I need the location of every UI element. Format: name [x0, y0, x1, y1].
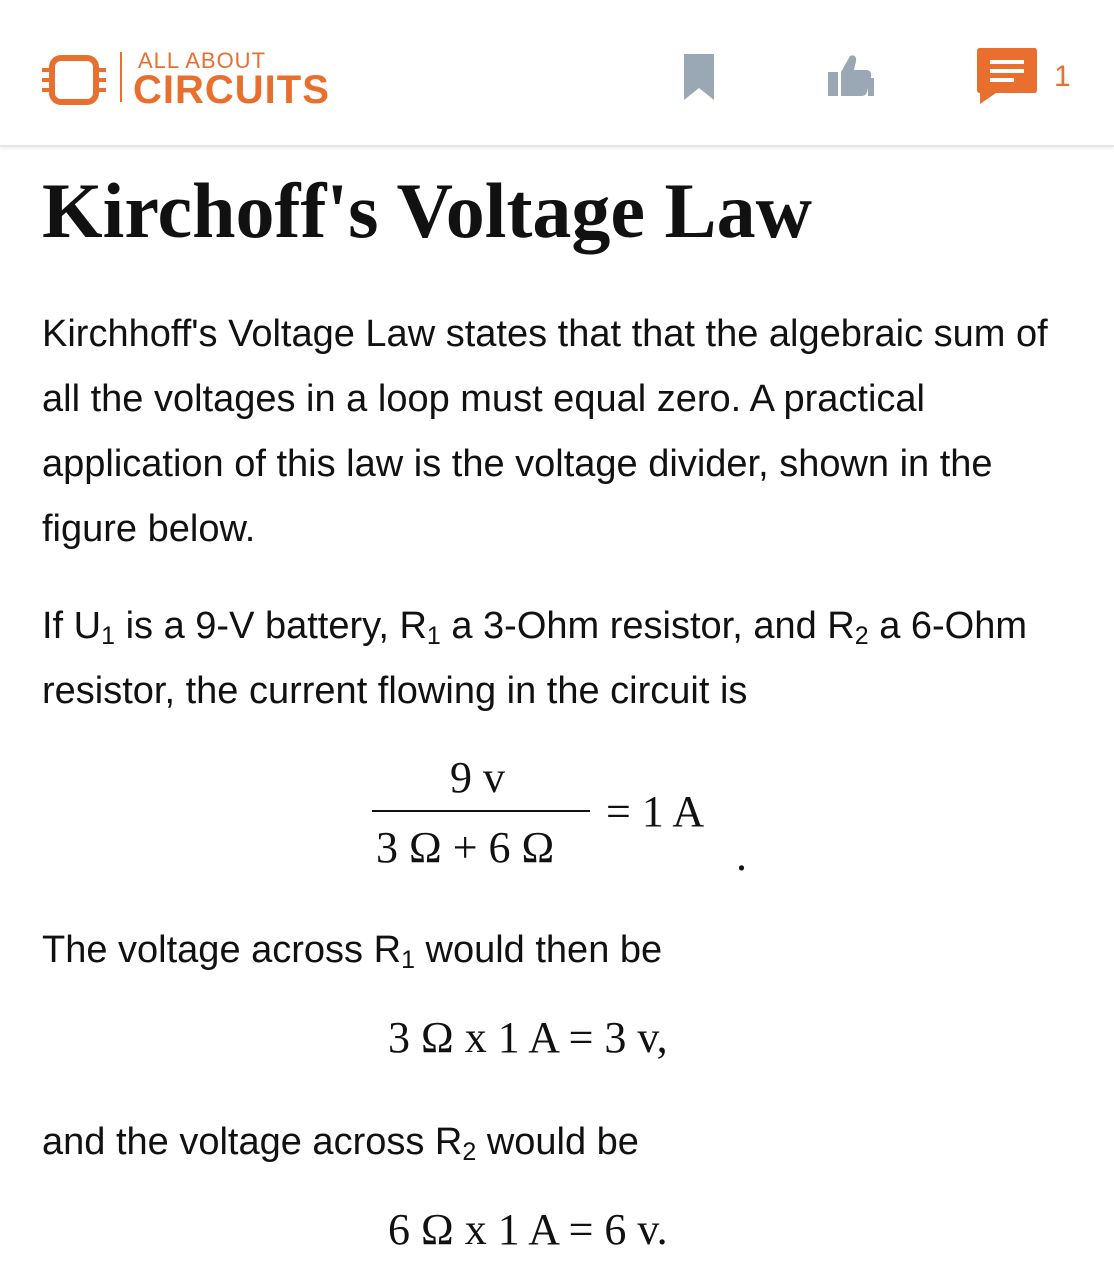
p2-text-d: a 6-Ohm resistor, the current flowing in the circuit is: [42, 605, 1028, 712]
r2-paragraph: [42, 1110, 1072, 1175]
comment-icon[interactable]: [976, 46, 1038, 106]
p3-text-b: would then be: [414, 929, 663, 971]
subscript: 2: [462, 1138, 477, 1166]
formula-trailing-comma: ,: [656, 1013, 668, 1062]
chip-logo-icon: [40, 54, 108, 106]
fraction-result: = 1 A: [606, 787, 705, 836]
battery-paragraph: [42, 594, 1072, 724]
p2-text-a: If U: [42, 605, 102, 647]
logo-divider: [120, 52, 122, 102]
r2-voltage-formula: [388, 1204, 668, 1255]
p2-text-c: a 3-Ohm resistor, and R: [440, 605, 855, 647]
fraction-denominator: 3 Ω + 6 Ω: [376, 823, 555, 872]
p3-text-a: The voltage across R: [42, 929, 402, 971]
site-logo[interactable]: [40, 48, 340, 112]
p4-text-b: would be: [476, 1121, 639, 1163]
p2-text-b: is a 9-V battery, R: [115, 605, 427, 647]
formula-expression: 6 Ω x 1 A = 6 v: [388, 1205, 657, 1254]
fraction-numerator: 9 v: [450, 753, 505, 802]
formula-trailing-period: .: [736, 831, 747, 880]
formula-trailing-period: .: [656, 1205, 668, 1254]
r1-paragraph: [42, 918, 1072, 983]
subscript: 1: [426, 622, 441, 650]
formula-expression: 3 Ω x 1 A = 3 v: [388, 1013, 657, 1062]
logo-text-small: ALL ABOUT: [138, 48, 267, 73]
thumbs-up-icon[interactable]: [826, 54, 876, 98]
top-bar: [0, 0, 1114, 147]
subscript: 2: [854, 622, 869, 650]
subscript: 1: [401, 946, 415, 974]
fraction-bar: [372, 810, 590, 812]
p4-text-a: and the voltage across R: [42, 1121, 463, 1163]
article-title: Kirchoff's Voltage Law: [42, 167, 812, 254]
r1-voltage-formula: [388, 1012, 668, 1063]
comment-count[interactable]: 1: [1054, 60, 1071, 93]
intro-paragraph: Kirchhoff's Voltage Law states that that the algebraic sum of all the voltages in a loop must equal zero. A practical application of this law is the voltage divider, shown in the figure below.: [42, 313, 1048, 550]
bookmark-icon[interactable]: [684, 54, 714, 100]
subscript: 1: [101, 622, 116, 650]
logo-text-big: CIRCUITS: [133, 68, 330, 112]
